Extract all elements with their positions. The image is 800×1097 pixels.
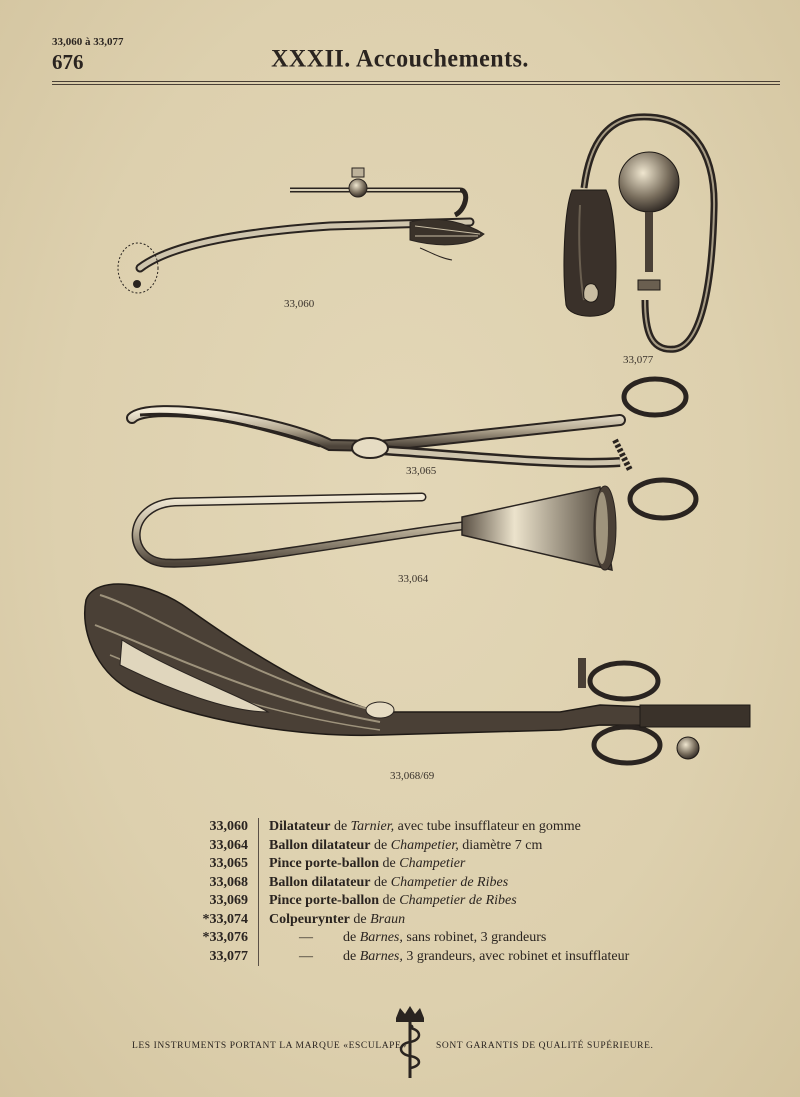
item-code: 33,069 [209, 893, 248, 909]
item-code: 33,064 [209, 837, 248, 853]
item-code: 33,068 [209, 874, 248, 890]
caption-33065: 33,065 [406, 465, 437, 477]
caption-33064: 33,064 [398, 573, 429, 585]
item-description: Ballon dilatateur de Champetier de Ribes [258, 874, 508, 893]
caption-33068-69: 33,068/69 [390, 770, 435, 782]
dilatateur-tarnier-engraving [118, 168, 484, 293]
item-description: Pince porte-ballon de Champetier de Ribes [258, 892, 517, 911]
item-code: 33,077 [209, 948, 248, 964]
item-description: Ballon dilatateur de Champetier, diamètre 7 cm [258, 837, 542, 856]
list-item [180, 911, 629, 930]
caption-33077: 33,077 [623, 354, 654, 366]
list-item [180, 929, 629, 948]
item-description: Colpeurynter de Braun [258, 911, 405, 930]
item-list [180, 818, 629, 966]
ballon-dilatateur-engraving [136, 486, 616, 570]
colpeurynter-barnes-engraving [564, 117, 714, 349]
item-code: 33,060 [209, 819, 248, 835]
item-description: — de Barnes, sans robinet, 3 grandeurs [258, 929, 546, 948]
page-range: 33,060 à 33,077 [52, 36, 124, 48]
page-number: 676 [52, 50, 84, 74]
item-description: Dilatateur de Tarnier, avec tube insufflateur en gomme [258, 818, 581, 837]
list-item [180, 892, 629, 911]
item-code: 33,065 [209, 856, 248, 872]
footer-guarantee-left: LES INSTRUMENTS PORTANT LA MARQUE «ESCULAPE» [132, 1041, 407, 1051]
ballon-champetier-de-ribes-engraving [85, 584, 750, 763]
item-description: Pince porte-ballon de Champetier [258, 855, 465, 874]
list-item [180, 855, 629, 874]
page-title: XXXII. Accouchements. [271, 45, 529, 73]
item-code: *33,074 [202, 911, 248, 927]
footer-guarantee-right: SONT GARANTIS DE QUALITÉ SUPÉRIEURE. [436, 1041, 654, 1051]
esculape-logo-icon [390, 1004, 430, 1080]
list-item [180, 837, 629, 856]
item-description: — de Barnes, 3 grandeurs, avec robinet et insufflateur [258, 948, 629, 967]
list-item [180, 874, 629, 893]
list-item [180, 818, 629, 837]
list-item [180, 948, 629, 967]
item-code: *33,076 [202, 930, 248, 946]
caption-33060: 33,060 [284, 298, 315, 310]
